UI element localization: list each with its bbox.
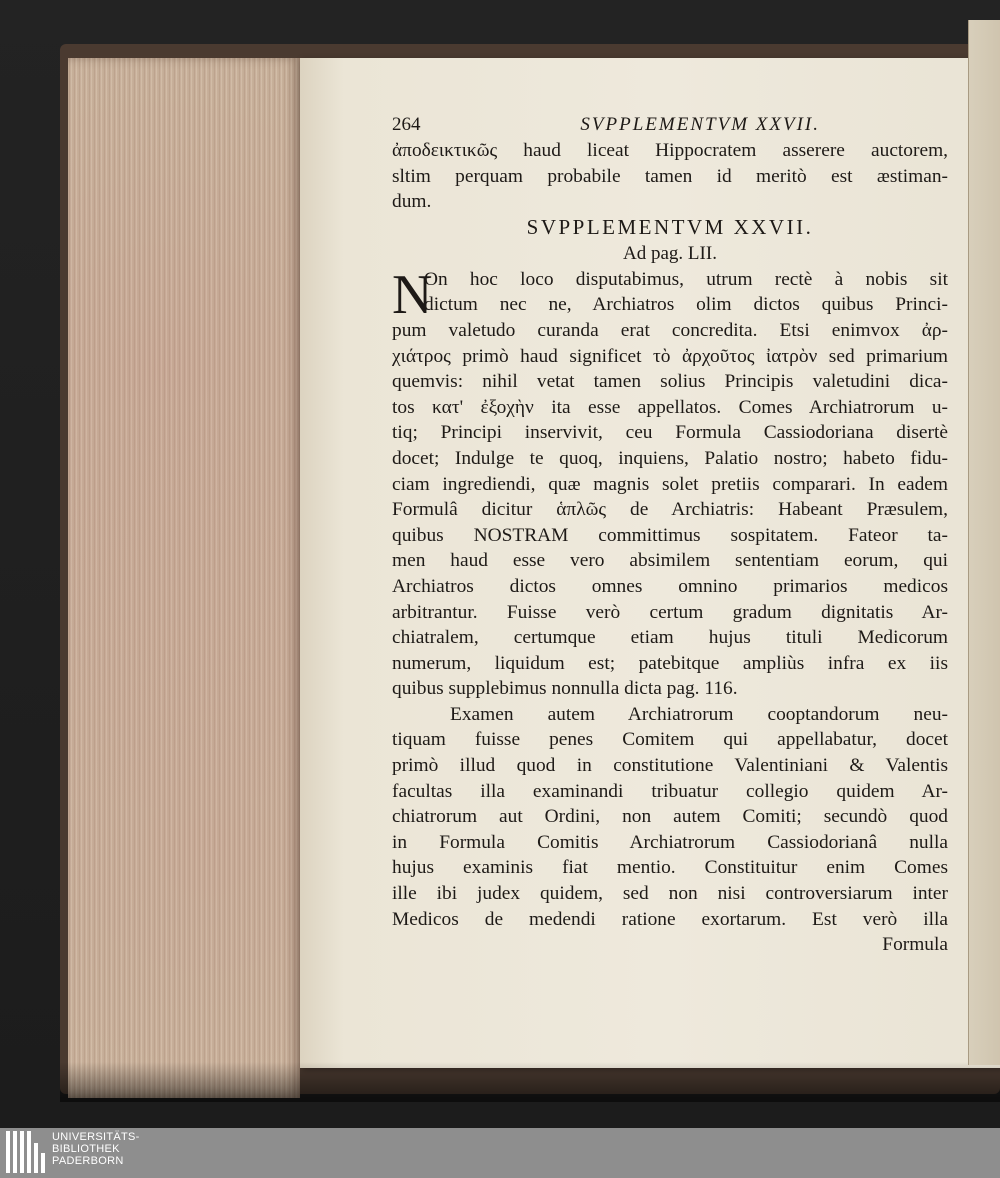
text-line: men haud esse vero absimilem sententiam eorum, qui	[392, 550, 948, 572]
text-line: Formulâ dicitur ἁπλῶς de Archiatris: Habeant Præsulem,	[392, 499, 948, 521]
facing-page-edge	[968, 20, 1000, 1065]
page-text	[392, 112, 948, 958]
library-name-line: UNIVERSITÄTS-	[52, 1131, 140, 1143]
text-line: chiatralem, certumque etiam hujus tituli Medicorum	[392, 627, 948, 649]
text-line: numerum, liquidum est; patebitque ampliùs infra ex iis	[392, 652, 948, 674]
text-line: Medicos de medendi ratione exortarum. Est verò illa	[392, 908, 948, 930]
text-line: sltim perquam probabile tamen id meritò est æstiman-	[392, 165, 948, 187]
library-footer	[0, 1128, 1000, 1178]
running-head	[392, 112, 948, 138]
library-logo-icon	[4, 1131, 46, 1173]
page-number: 264	[392, 114, 421, 135]
text-line: primò illud quod in constitutione Valentiniani & Valentis	[392, 755, 948, 777]
text-line: hujus examinis fiat mentio. Constituitur enim Comes	[392, 857, 948, 879]
text-line: in Formula Comitis Archiatrorum Cassiodorianâ nulla	[392, 831, 948, 853]
text-line: quibus NOSTRAM committimus sospitatem. Fateor ta-	[392, 524, 948, 546]
library-name-line: BIBLIOTHEK	[52, 1143, 120, 1155]
text-line: dictum nec ne, Archiatros olim dictos quibus Princi-	[424, 294, 948, 316]
text-line: χιάτρος primò haud significet τὸ ἀρχοῦτος ἰατρὸν sed primarium	[392, 345, 948, 367]
text-line: Examen autem Archiatrorum cooptandorum neu-	[450, 703, 948, 725]
first-paragraph	[392, 263, 948, 702]
text-line: quibus supplebimus nonnulla dicta pag. 116.	[392, 678, 738, 700]
text-line: facultas illa examinandi tribuatur collegio quidem Ar-	[392, 780, 948, 802]
running-title: SVPPLEMENTVM XXVII.	[580, 114, 820, 135]
text-line: On hoc loco disputabimus, utrum rectè à nobis sit	[424, 268, 948, 290]
text-line: docet; Indulge te quoq, inquiens, Palatio nostro; habeto fidu-	[392, 447, 948, 469]
section-reference: Ad pag. LII.	[623, 242, 717, 264]
text-line: tos κατ' ἐξοχὴν ita esse appellatos. Comes Archiatrorum u-	[392, 396, 948, 418]
library-name-line: PADERBORN	[52, 1155, 124, 1167]
text-line: tiq; Principi inservivit, ceu Formula Cassiodoriana disertè	[392, 422, 948, 444]
text-line: arbitrantur. Fuisse verò certum gradum dignitatis Ar-	[392, 601, 948, 623]
text-line: Archiatros dictos omnes omnino primarios medicos	[392, 575, 948, 597]
text-line: chiatrorum aut Ordini, non autem Comiti; secundò quod	[392, 806, 948, 828]
text-line: quemvis: nihil vetat tamen solius Principis valetudini dica-	[392, 371, 948, 393]
text-line: ille ibi judex quidem, sed non nisi controversiarum inter	[392, 883, 948, 905]
page-shadow	[60, 1062, 1000, 1102]
text-line: pum valetudo curanda erat concredita. Etsi enimvox ἀρ-	[392, 319, 948, 341]
library-name	[52, 1131, 140, 1167]
catchword: Formula	[882, 934, 948, 956]
text-line: dum.	[392, 191, 432, 213]
text-line: tiquam fuisse penes Comitem qui appellabatur, docet	[392, 729, 948, 751]
text-line: ἀποδεικτικῶς haud liceat Hippocratem asserere auctorem,	[392, 140, 948, 161]
drop-cap: N	[392, 263, 433, 326]
section-heading: SVPPLEMENTVM XXVII.	[526, 214, 814, 239]
page-edges	[68, 58, 300, 1098]
text-line: ciam ingrediendi, quæ magnis solet pretiis comparari. In eadem	[392, 473, 948, 495]
